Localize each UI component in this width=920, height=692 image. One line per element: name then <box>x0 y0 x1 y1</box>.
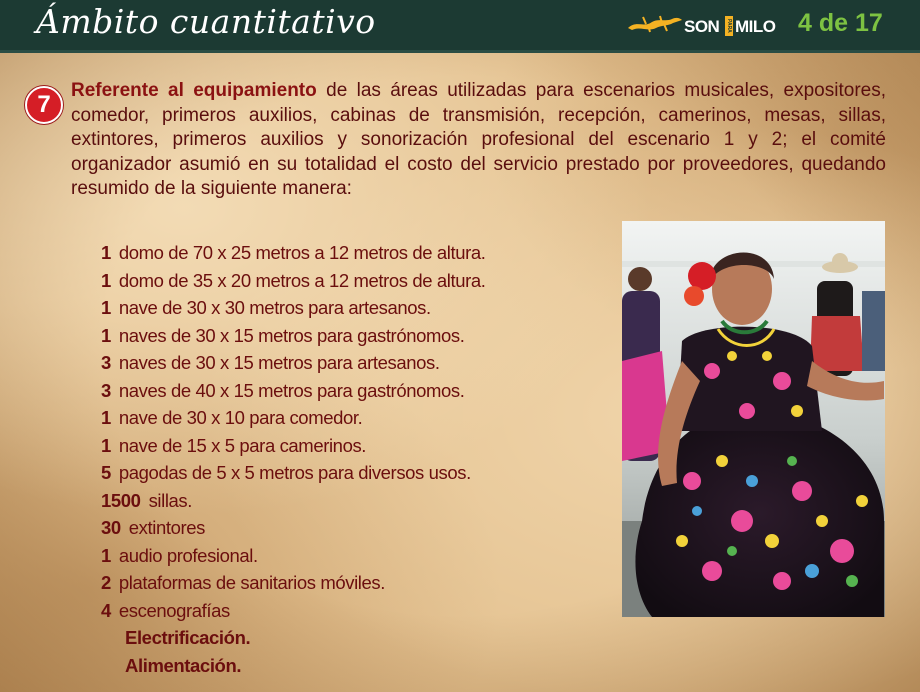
item-text: pagodas de 5 x 5 metros para diversos usos. <box>118 462 471 483</box>
header-bar <box>0 0 920 53</box>
list-item <box>101 239 601 267</box>
item-text: domo de 35 x 20 metros a 12 metros de altura. <box>118 269 486 291</box>
item-quantity: 1 <box>101 297 111 318</box>
item-text: nave de 30 x 30 metros para artesanos. <box>118 297 431 318</box>
list-item <box>101 542 601 570</box>
list-item <box>101 569 601 597</box>
list-item <box>101 514 601 542</box>
item-quantity: 3 <box>101 379 111 401</box>
item-text: naves de 30 x 15 metros para gastrónomos. <box>118 324 465 346</box>
list-item <box>101 377 601 405</box>
item-quantity: 3 <box>101 352 111 373</box>
extra-item-electrification: Electrificación. <box>125 627 251 648</box>
logo-son-text: SON <box>684 17 720 36</box>
dancer-photo <box>622 221 885 617</box>
list-item <box>101 597 601 625</box>
logo-milo-text: MILO <box>735 17 776 36</box>
intro-bold-lead: Referente al equipamiento <box>71 80 317 101</box>
list-item <box>101 267 601 295</box>
item-text: naves de 40 x 15 metros para gastrónomos. <box>118 379 465 401</box>
list-item <box>101 294 601 322</box>
item-quantity: 4 <box>101 599 111 621</box>
logo-para-text: PARA <box>725 16 733 36</box>
item-text: escenografías <box>118 599 230 621</box>
list-item <box>101 432 601 460</box>
list-item <box>101 404 601 432</box>
dancer-photo-illustration <box>622 221 885 617</box>
item-quantity: 1 <box>101 434 111 456</box>
item-quantity: 30 <box>101 517 121 538</box>
equipment-list <box>101 239 601 679</box>
list-item <box>101 459 601 487</box>
item-quantity: 2 <box>101 572 111 593</box>
item-quantity: 1 <box>101 324 111 346</box>
list-item <box>101 349 601 377</box>
item-text: sillas. <box>148 489 193 511</box>
son-para-milo-logo <box>626 10 776 40</box>
list-item <box>101 322 601 350</box>
item-text: domo de 70 x 25 metros a 12 metros de altura. <box>118 242 486 263</box>
page-counter: 4 de 17 <box>798 9 883 37</box>
item-text: plataformas de sanitarios móviles. <box>118 572 385 593</box>
item-quantity: 1 <box>101 242 111 263</box>
item-quantity: 1 <box>101 407 111 428</box>
item-quantity: 1 <box>101 544 111 566</box>
list-item <box>101 487 601 515</box>
intro-body: de las áreas utilizadas para escenarios musicales, expositores, comedor, primeros auxilios, cabinas de transmisión, recepción, camerinos, mesas, sillas, extintores, primeros auxilios y sonorización profesional del escenario 1 y 2; el comité organizador asumió en su totalidad el costo del servicio prestado por proveedores, quedando resumido de la siguiente manera: <box>71 80 886 199</box>
intro-paragraph <box>71 79 886 202</box>
item-text: nave de 15 x 5 para camerinos. <box>118 434 367 456</box>
item-text: nave de 30 x 10 para comedor. <box>118 407 363 428</box>
page-title: Ámbito cuantitativo <box>36 2 376 41</box>
item-text: extintores <box>128 517 205 538</box>
item-quantity: 1500 <box>101 489 141 511</box>
item-text: naves de 30 x 15 metros para artesanos. <box>118 352 440 373</box>
section-number-badge: 7 <box>25 86 63 124</box>
item-quantity: 5 <box>101 462 111 483</box>
item-text: audio profesional. <box>118 544 258 566</box>
lizard-icon <box>626 12 684 36</box>
extra-item-food: Alimentación. <box>125 654 242 676</box>
item-quantity: 1 <box>101 269 111 291</box>
